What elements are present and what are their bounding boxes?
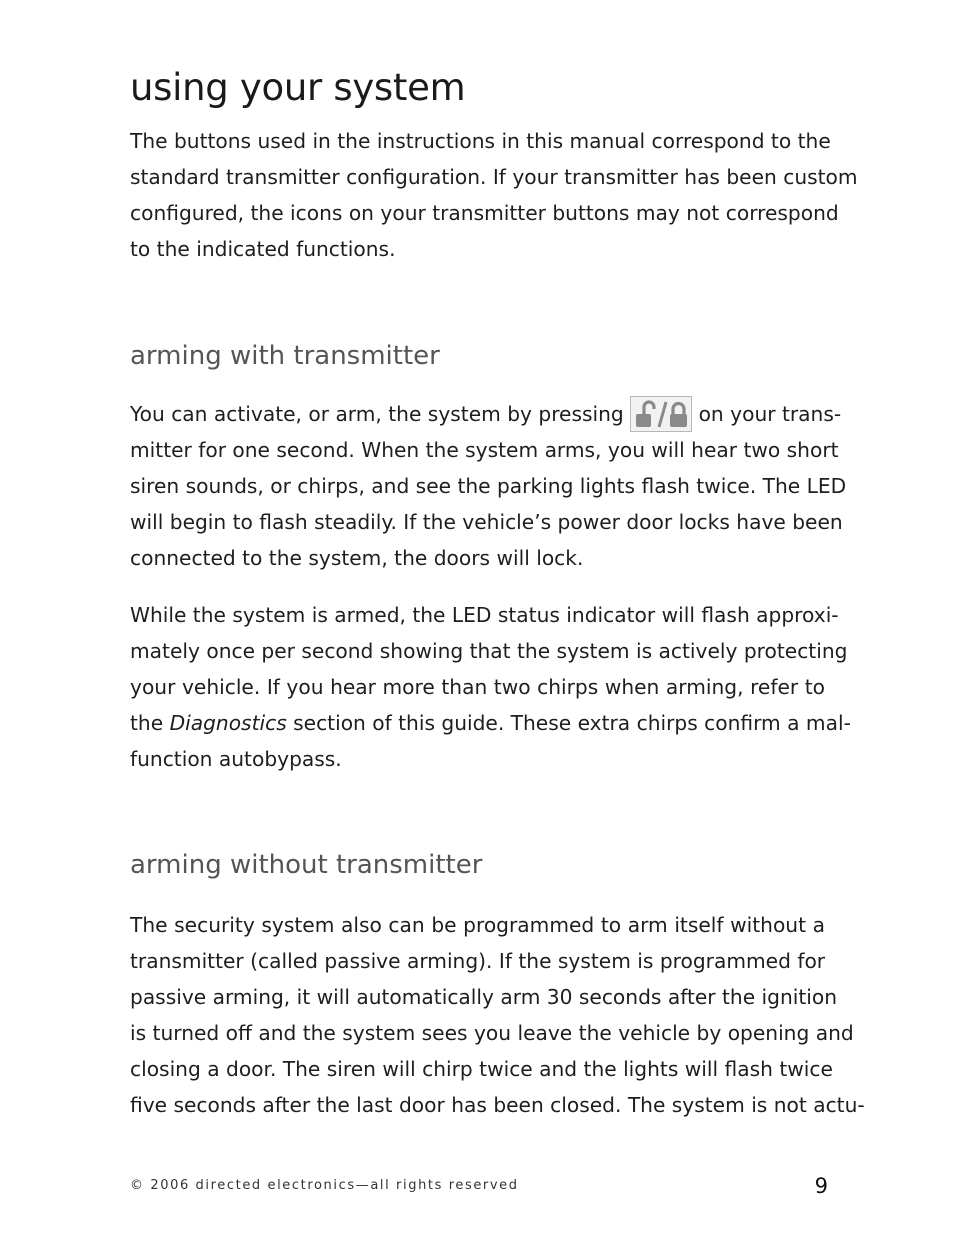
paragraph-line: function autobypass.	[130, 747, 342, 771]
page-number: 9	[814, 1174, 828, 1198]
section-heading-arming-with-transmitter: arming with transmitter	[130, 341, 440, 371]
lock-unlock-button-icon	[630, 396, 692, 432]
intro-line: The buttons used in the instructions in this manual correspond to the	[130, 129, 831, 153]
line-text: the	[130, 711, 164, 735]
line-text: You can activate, or arm, the system by pressing	[130, 402, 624, 426]
line-text: on your trans-	[698, 402, 842, 426]
paragraph-line: siren sounds, or chirps, and see the parking lights flash twice. The LED	[130, 474, 847, 498]
intro-paragraph	[130, 123, 858, 267]
paragraph-line: is turned off and the system sees you leave the vehicle by opening and	[130, 1021, 854, 1045]
paragraph-line: transmitter (called passive arming). If the system is programmed for	[130, 949, 826, 973]
intro-line: to the indicated functions.	[130, 237, 396, 261]
arming-with-paragraph-1	[130, 396, 847, 576]
paragraph-line-with-italic	[130, 705, 851, 741]
paragraph-line-with-icon	[130, 396, 842, 432]
page-title: using your system	[130, 66, 466, 109]
paragraph-line: mately once per second showing that the system is actively protecting	[130, 639, 848, 663]
paragraph-line: passive arming, it will automatically arm 30 seconds after the ignition	[130, 985, 838, 1009]
footer-copyright: © 2006 directed electronics—all rights reserved	[130, 1178, 519, 1193]
arming-without-paragraph	[130, 907, 865, 1123]
paragraph-line: closing a door. The siren will chirp twice and the lights will flash twice	[130, 1057, 833, 1081]
diagnostics-reference: Diagnostics	[169, 711, 287, 735]
section-heading-arming-without-transmitter: arming without transmitter	[130, 850, 483, 880]
paragraph-line: connected to the system, the doors will lock.	[130, 546, 584, 570]
arming-with-paragraph-2	[130, 597, 851, 777]
paragraph-line: mitter for one second. When the system arms, you will hear two short	[130, 438, 839, 462]
paragraph-line: While the system is armed, the LED status indicator will flash approxi-	[130, 603, 839, 627]
intro-line: standard transmitter configuration. If your transmitter has been custom	[130, 165, 858, 189]
intro-line: configured, the icons on your transmitter buttons may not correspond	[130, 201, 839, 225]
paragraph-line: five seconds after the last door has been closed. The system is not actu-	[130, 1093, 865, 1117]
paragraph-line: will begin to flash steadily. If the vehicle’s power door locks have been	[130, 510, 843, 534]
paragraph-line: The security system also can be programmed to arm itself without a	[130, 913, 825, 937]
paragraph-line: your vehicle. If you hear more than two chirps when arming, refer to	[130, 675, 825, 699]
line-text: section of this guide. These extra chirps confirm a mal-	[293, 711, 851, 735]
